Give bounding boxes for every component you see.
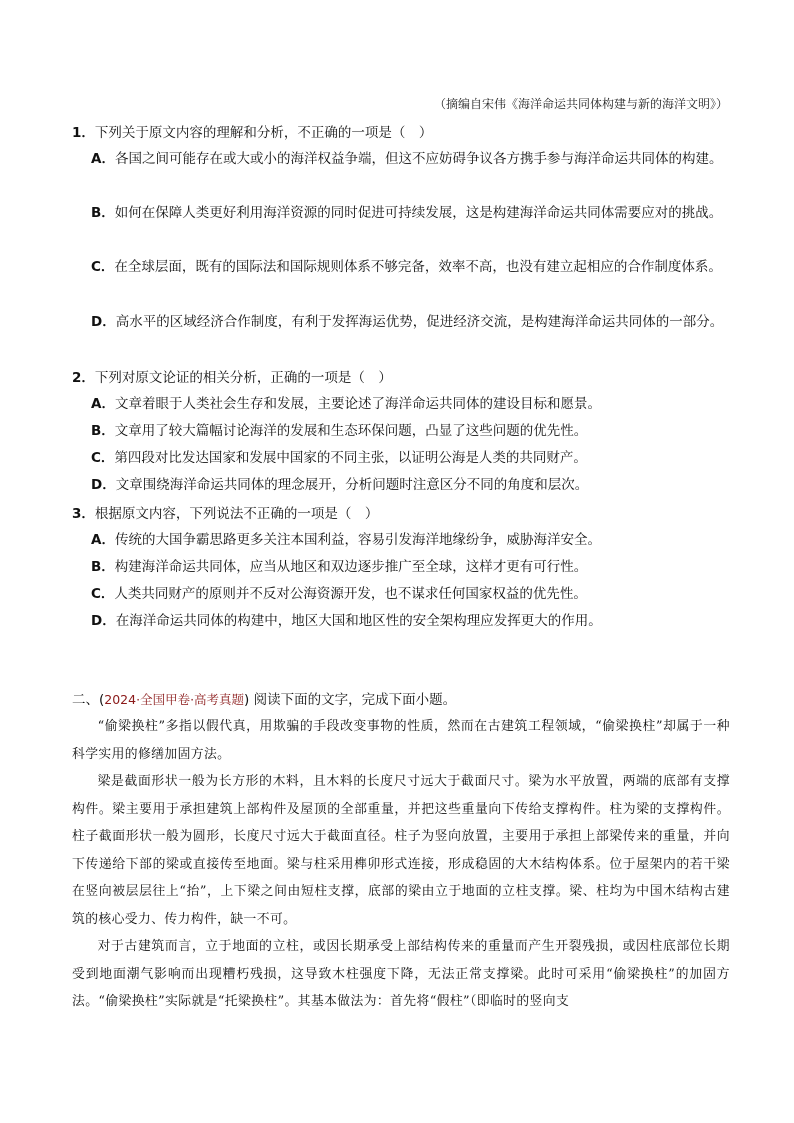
question-2-option-c — [91, 445, 731, 472]
option-text: 在海洋命运共同体的构建中，地区大国和地区性的安全架构理应发挥更大的作用。 — [115, 613, 602, 629]
passage-paragraph-2: 梁是截面形状一般为长方形的木料，且木料的长度尺寸远大于截面尺寸。梁为水平放置，两端的底部有支撑构件。梁主要用于承担建筑上部构件及屋顶的全部重量，并把这些重量向下传给支撑构件。柱为梁的支撑构件。柱子截面形状一般为圆形，长度尺寸远大于截面直径。柱子为竖向放置，主要用于承担上部梁传来的重量，并向下传递给下部的梁或直接传至地面。梁与柱采用榫卯形式连接，形成稳固的大木结构体系。位于屋架内的若干梁在竖向被层层往上“抬”，上下梁之间由短柱支撑，底部的梁由立于地面的立柱支撑。梁、柱均为中国木结构古建筑的核心受力、传力构件，缺一不可。 — [72, 774, 730, 927]
option-text: 文章用了较大篇幅讨论海洋的发展和生态环保问题，凸显了这些问题的优先性。 — [114, 423, 588, 439]
option-letter: C． — [91, 586, 115, 602]
question-2-stem — [72, 368, 392, 388]
question-1-stem — [72, 123, 432, 143]
option-letter: D． — [91, 314, 116, 330]
option-letter: C． — [91, 450, 115, 466]
question-2-option-d — [91, 472, 731, 499]
option-text: 在全球层面，既有的国际法和国际规则体系不够完备，效率不高，也没有建立起相应的合作制度体系。 — [114, 259, 722, 275]
passage-paragraph-3: 对于古建筑而言，立于地面的立柱，或因长期承受上部结构传来的重量而产生开裂残损，或因柱底部位长期受到地面潮气影响而出现糟朽残损，这导致木柱强度下降，无法正常支撑梁。此时可采用“偷梁换柱”的加固方法。“偷梁换柱”实际就是“托梁换柱”。其基本做法为：首先将“假柱”（即临时的竖向支 — [72, 939, 730, 1010]
question-text: 下列关于原文内容的理解和分析，不正确的一项是（ ） — [94, 125, 433, 141]
source-citation: （摘编自宋伟《海洋命运共同体构建与新的海洋文明》） — [433, 97, 728, 111]
option-letter: A． — [91, 151, 115, 167]
option-text: 人类共同财产的原则并不反对公海资源开发，也不谋求任何国家权益的优先性。 — [114, 586, 587, 602]
passage-paragraph-1: “偷梁换柱”多指以假代真，用欺骗的手段改变事物的性质，然而在古建筑工程领域，“偷梁换柱”却属于一种科学实用的修缮加固方法。 — [72, 719, 730, 762]
question-1-option-b — [91, 200, 731, 227]
option-text: 如何在保障人类更好利用海洋资源的同时促进可持续发展，这是构建海洋命运共同体需要应对的挑战。 — [114, 205, 723, 221]
option-text: 传统的大国争霸思路更多关注本国利益，容易引发海洋地缘纷争，威胁海洋安全。 — [114, 532, 601, 548]
option-text: 各国之间可能存在或大或小的海洋权益争端，但这不应妨碍争议各方携手参与海洋命运共同体的构建。 — [114, 151, 723, 167]
option-letter: D． — [91, 613, 116, 629]
option-letter: B． — [91, 423, 115, 439]
question-text: 下列对原文论证的相关分析，正确的一项是（ ） — [94, 370, 392, 386]
question-3-option-b — [91, 554, 731, 581]
question-number: 2． — [72, 370, 95, 386]
question-3-option-c — [91, 581, 731, 608]
exam-origin-tag: 2024·全国甲卷·高考真题 — [104, 692, 245, 707]
question-1-option-c — [91, 254, 731, 281]
option-letter: C． — [91, 259, 115, 275]
option-text: 文章着眼于人类社会生存和发展，主要论述了海洋命运共同体的建设目标和愿景。 — [114, 396, 601, 412]
section-2-heading — [72, 690, 456, 710]
question-1-option-a — [91, 146, 731, 173]
option-text: 第四段对比发达国家和发展中国家的不同主张，以证明公海是人类的共同财产。 — [114, 450, 587, 466]
question-number: 1． — [72, 125, 95, 141]
question-3-option-d — [91, 608, 731, 635]
question-1-option-d — [91, 309, 731, 336]
question-2-option-b — [91, 418, 731, 445]
option-text: 高水平的区域经济合作制度，有利于发挥海运优势，促进经济交流，是构建海洋命运共同体的一部分。 — [115, 314, 724, 330]
option-letter: B． — [91, 205, 115, 221]
option-letter: B． — [91, 559, 115, 575]
option-text: 构建海洋命运共同体，应当从地区和双边逐步推广至全球，这样才更有可行性。 — [114, 559, 588, 575]
question-3-option-a — [91, 527, 731, 554]
option-letter: D． — [91, 477, 116, 493]
option-letter: A． — [91, 532, 115, 548]
question-2-option-a — [91, 391, 731, 418]
option-text: 文章围绕海洋命运共同体的理念展开，分析问题时注意区分不同的角度和层次。 — [115, 477, 589, 493]
question-number: 3． — [72, 506, 95, 522]
section-prefix: 二、( — [72, 692, 105, 708]
question-text: 根据原文内容，下列说法不正确的一项是（ ） — [94, 506, 379, 522]
section-instruction: ) 阅读下面的文字，完成下面小题。 — [244, 692, 457, 708]
question-3-stem — [72, 504, 378, 524]
option-letter: A． — [91, 396, 115, 412]
